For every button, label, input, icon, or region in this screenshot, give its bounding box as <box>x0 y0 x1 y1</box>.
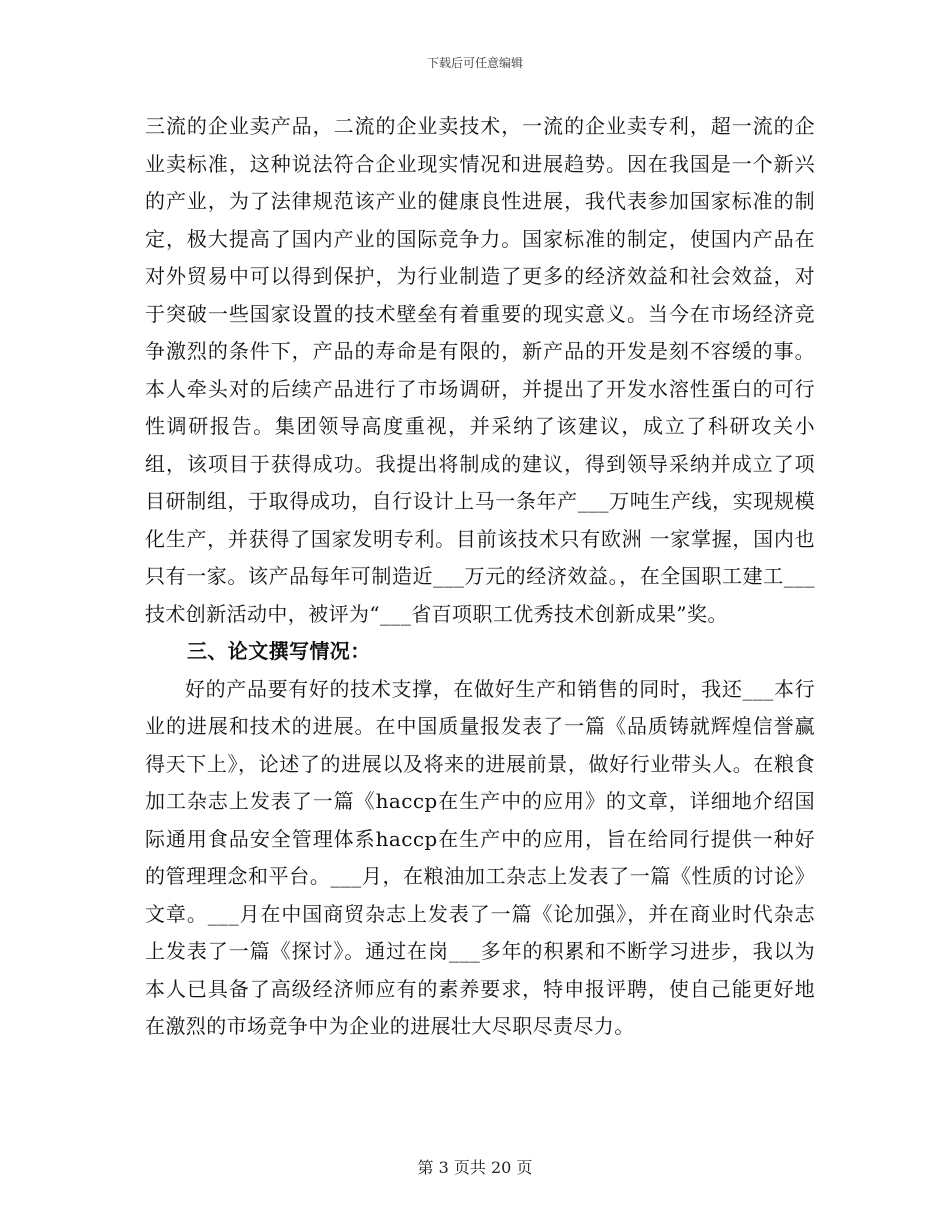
page-header: 下载后可任意编辑 <box>426 56 523 70</box>
page-number: 第 3 页共 20 页 <box>417 1158 533 1177</box>
paragraph-patents-standards: 三流的企业卖产品，二流的企业卖技术，一流的企业卖专利，超一流的企业卖标准，这种说法符合企业现实情况和进展趋势。因在我国是一个新兴的产业，为了法律规范该产业的健康良性进展，我代表参加国家标准的制定，极大提高了国内产业的国际竞争力。国家标准的制定，使国内产品在对外贸易中可以得到保护，为行业制造了更多的经济效益和社会效益，对于突破一些国家设置的技术壁垒有着重要的现实意义。当今在市场经济竞争激烈的条件下，产品的寿命是有限的，新产品的开发是刻不容缓的事。本人牵头对的后续产品进行了市场调研，并提出了开发水溶性蛋白的可行性调研报告。集团领导高度重视，并采纳了该建议，成立了科研攻关小组，该项目于获得成功。我提出将制成的建议，得到领导采纳并成立了项目研制组，于取得成功，自行设计上马一条年产___万吨生产线，实现规模化生产，并获得了国家发明专利。目前该技术只有欧洲 一家掌握，国内也只有一家。该产品每年可制造近___万元的经济效益。，在全国职工建工___技术创新活动中，被评为“___省百项职工优秀技术创新成果”奖。 <box>145 114 815 626</box>
paragraph-papers: 好的产品要有好的技术支撑，在做好生产和销售的同时，我还___本行业的进展和技术的进展。在中国质量报发表了一篇《品质铸就辉煌信誉赢得天下上》，论述了的进展以及将来的进展前景，做好行业带头人。在粮食加工杂志上发表了一篇《haccp在生产中的应用》的文章，详细地介绍国际通用食品安全管理体系haccp在生产中的应用，旨在给同行提供一种好的管理理念和平台。___月，在粮油加工杂志上发表了一篇《性质的讨论》文章。___月在中国商贸杂志上发表了一篇《论加强》，并在商业时代杂志上发表了一篇《探讨》。通过在岗___多年的积累和不断学习进步，我以为本人已具备了高级经济师应有的素养要求，特申报评聘，使自己能更好地在激烈的市场竞争中为企业的进展壮大尽职尽责尽力。 <box>145 676 815 1038</box>
section-heading-papers: 三、论文撰写情况： <box>187 639 371 663</box>
document-body <box>145 108 815 1046</box>
